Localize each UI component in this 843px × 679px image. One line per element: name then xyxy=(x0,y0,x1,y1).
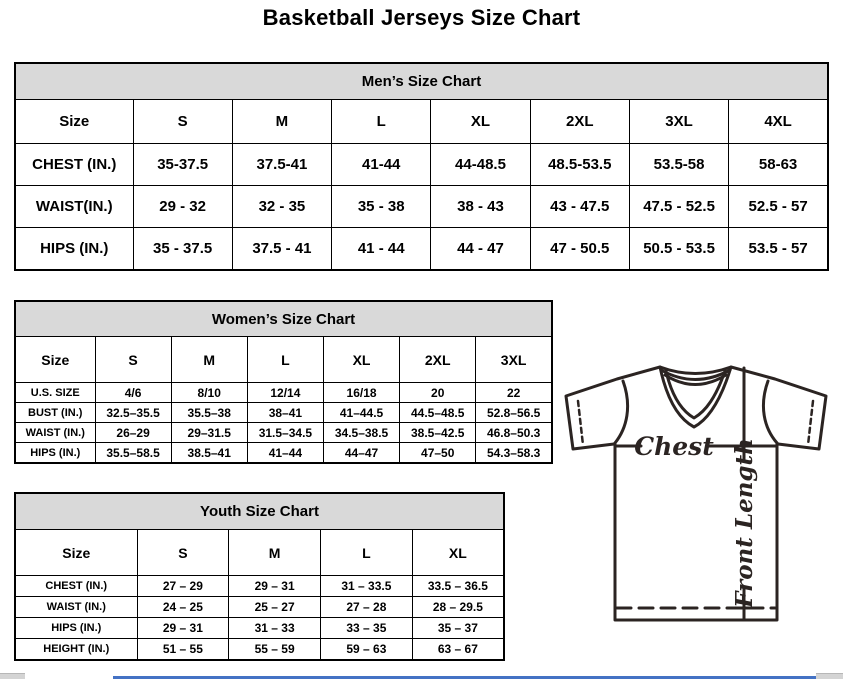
youth-cell: 27 – 29 xyxy=(137,576,229,597)
mens-cell: 37.5 - 41 xyxy=(232,228,331,271)
mens-column-header: L xyxy=(332,100,431,144)
womens-cell: 31.5–34.5 xyxy=(247,423,323,443)
womens-table-title: Women’s Size Chart xyxy=(15,301,552,337)
womens-row-label: WAIST (IN.) xyxy=(15,423,95,443)
mens-table-title: Men’s Size Chart xyxy=(15,63,828,100)
youth-cell: 51 – 55 xyxy=(137,639,229,661)
mens-column-header: M xyxy=(232,100,331,144)
youth-cell: 31 – 33 xyxy=(229,618,321,639)
jersey-outline xyxy=(566,367,826,620)
womens-row-label: BUST (IN.) xyxy=(15,403,95,423)
mens-cell: 35-37.5 xyxy=(133,144,232,186)
womens-column-header: XL xyxy=(323,337,399,383)
womens-column-header: 3XL xyxy=(476,337,552,383)
youth-row-label: HIPS (IN.) xyxy=(15,618,137,639)
womens-cell: 44.5–48.5 xyxy=(400,403,476,423)
page-title: Basketball Jerseys Size Chart xyxy=(262,5,581,30)
youth-cell: 24 – 25 xyxy=(137,597,229,618)
mens-column-header: XL xyxy=(431,100,530,144)
mens-column-header: 3XL xyxy=(629,100,728,144)
mens-column-header: Size xyxy=(15,100,133,144)
mens-table-row xyxy=(15,228,828,271)
womens-cell: 46.8–50.3 xyxy=(476,423,552,443)
mens-cell: 53.5 - 57 xyxy=(729,228,828,271)
womens-cell: 38.5–42.5 xyxy=(400,423,476,443)
mens-cell: 35 - 38 xyxy=(332,186,431,228)
womens-column-header: S xyxy=(95,337,171,383)
mens-cell: 43 - 47.5 xyxy=(530,186,629,228)
womens-cell: 54.3–58.3 xyxy=(476,443,552,464)
mens-table-row xyxy=(15,186,828,228)
youth-cell: 35 – 37 xyxy=(412,618,504,639)
womens-cell: 32.5–35.5 xyxy=(95,403,171,423)
mens-cell: 48.5-53.5 xyxy=(530,144,629,186)
womens-table-row xyxy=(15,423,552,443)
youth-cell: 55 – 59 xyxy=(229,639,321,661)
youth-column-header: Size xyxy=(15,530,137,576)
youth-row-label: HEIGHT (IN.) xyxy=(15,639,137,661)
womens-column-header: 2XL xyxy=(400,337,476,383)
womens-cell: 41–44 xyxy=(247,443,323,464)
mens-row-label: HIPS (IN.) xyxy=(15,228,133,271)
mens-row-label: CHEST (IN.) xyxy=(15,144,133,186)
mens-cell: 37.5-41 xyxy=(232,144,331,186)
youth-size-table xyxy=(14,492,505,661)
womens-table-row xyxy=(15,403,552,423)
front-length-label: Front Length xyxy=(731,438,758,608)
womens-cell: 44–47 xyxy=(323,443,399,464)
womens-cell: 35.5–38 xyxy=(171,403,247,423)
mens-column-header: 2XL xyxy=(530,100,629,144)
youth-cell: 33.5 – 36.5 xyxy=(412,576,504,597)
mens-cell: 41-44 xyxy=(332,144,431,186)
womens-cell: 34.5–38.5 xyxy=(323,423,399,443)
youth-cell: 33 – 35 xyxy=(321,618,413,639)
mens-cell: 32 - 35 xyxy=(232,186,331,228)
womens-row-label: HIPS (IN.) xyxy=(15,443,95,464)
youth-cell: 25 – 27 xyxy=(229,597,321,618)
womens-cell: 20 xyxy=(400,383,476,403)
youth-cell: 59 – 63 xyxy=(321,639,413,661)
womens-cell: 38–41 xyxy=(247,403,323,423)
mens-row-label: WAIST(IN.) xyxy=(15,186,133,228)
womens-column-header: M xyxy=(171,337,247,383)
mens-cell: 53.5-58 xyxy=(629,144,728,186)
chest-label: Chest xyxy=(634,432,714,461)
womens-size-table xyxy=(14,300,553,464)
mens-cell: 38 - 43 xyxy=(431,186,530,228)
youth-cell: 29 – 31 xyxy=(229,576,321,597)
womens-cell: 47–50 xyxy=(400,443,476,464)
mens-column-header: S xyxy=(133,100,232,144)
womens-cell: 8/10 xyxy=(171,383,247,403)
mens-cell: 35 - 37.5 xyxy=(133,228,232,271)
youth-table-row xyxy=(15,576,504,597)
mens-cell: 41 - 44 xyxy=(332,228,431,271)
womens-column-header: Size xyxy=(15,337,95,383)
womens-cell: 29–31.5 xyxy=(171,423,247,443)
womens-cell: 12/14 xyxy=(247,383,323,403)
youth-cell: 31 – 33.5 xyxy=(321,576,413,597)
youth-column-header: XL xyxy=(412,530,504,576)
womens-column-header: L xyxy=(247,337,323,383)
womens-cell: 26–29 xyxy=(95,423,171,443)
womens-cell: 16/18 xyxy=(323,383,399,403)
youth-table-row xyxy=(15,639,504,661)
youth-row-label: WAIST (IN.) xyxy=(15,597,137,618)
womens-cell: 52.8–56.5 xyxy=(476,403,552,423)
youth-column-header: S xyxy=(137,530,229,576)
mens-cell: 44-48.5 xyxy=(431,144,530,186)
youth-column-header: L xyxy=(321,530,413,576)
womens-row-label: U.S. SIZE xyxy=(15,383,95,403)
mens-column-header: 4XL xyxy=(729,100,828,144)
youth-table-title: Youth Size Chart xyxy=(15,493,504,530)
womens-cell: 38.5–41 xyxy=(171,443,247,464)
mens-table-row xyxy=(15,144,828,186)
mens-cell: 44 - 47 xyxy=(431,228,530,271)
mens-size-table xyxy=(14,62,829,271)
mens-cell: 52.5 - 57 xyxy=(729,186,828,228)
h-scrollbar-right-nub[interactable] xyxy=(816,673,843,679)
youth-column-header: M xyxy=(229,530,321,576)
youth-table-row xyxy=(15,618,504,639)
h-scrollbar-left-nub[interactable] xyxy=(0,673,25,679)
youth-cell: 27 – 28 xyxy=(321,597,413,618)
youth-table-row xyxy=(15,597,504,618)
youth-row-label: CHEST (IN.) xyxy=(15,576,137,597)
mens-cell: 50.5 - 53.5 xyxy=(629,228,728,271)
womens-cell: 4/6 xyxy=(95,383,171,403)
womens-cell: 35.5–58.5 xyxy=(95,443,171,464)
womens-table-row xyxy=(15,443,552,464)
youth-cell: 28 – 29.5 xyxy=(412,597,504,618)
mens-cell: 58-63 xyxy=(729,144,828,186)
womens-cell: 41–44.5 xyxy=(323,403,399,423)
youth-cell: 29 – 31 xyxy=(137,618,229,639)
womens-table-row xyxy=(15,383,552,403)
youth-cell: 63 – 67 xyxy=(412,639,504,661)
womens-cell: 22 xyxy=(476,383,552,403)
mens-cell: 47 - 50.5 xyxy=(530,228,629,271)
mens-cell: 47.5 - 52.5 xyxy=(629,186,728,228)
jersey-measurement-diagram xyxy=(553,358,838,628)
mens-cell: 29 - 32 xyxy=(133,186,232,228)
